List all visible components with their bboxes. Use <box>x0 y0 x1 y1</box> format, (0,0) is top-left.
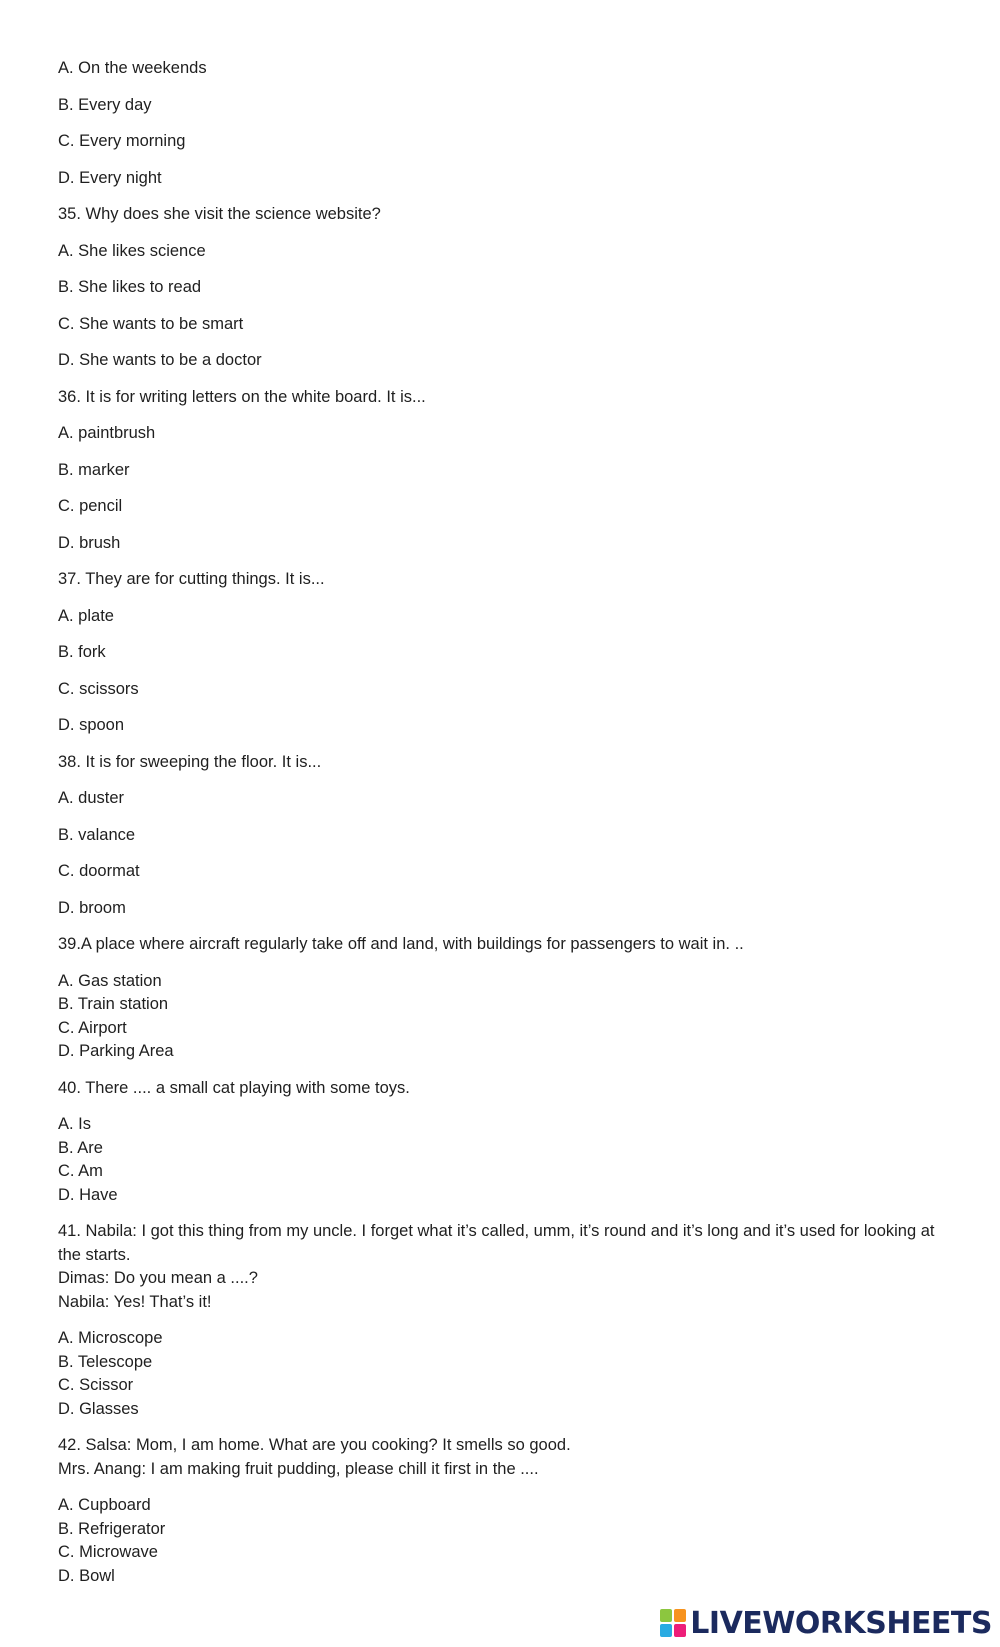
q38-option-c: C. doormat <box>58 862 140 880</box>
q38-option-d: D. broom <box>58 898 126 917</box>
q35-option-d: D. She wants to be a doctor <box>58 351 262 369</box>
q37-option-a: A. plate <box>58 606 114 625</box>
logo-square-3 <box>660 1624 672 1637</box>
q38-question: 38. It is for sweeping the floor. It is... <box>58 752 322 771</box>
liveworksheets-brand: LIVEWORKSHEETS <box>690 1605 992 1641</box>
q42-question-line-1: 42. Salsa: Mom, I am home. What are you cooking? It smells so good. <box>58 1436 571 1454</box>
q40-option-b: B. Are <box>58 1138 103 1157</box>
q42-option-b: B. Refrigerator <box>58 1519 166 1538</box>
q42-question-line-2: Mrs. Anang: I am making fruit pudding, please chill it first in the .... <box>58 1459 539 1478</box>
q42-option-a: A. Cupboard <box>58 1496 151 1514</box>
q36-question: 36. It is for writing letters on the white board. It is... <box>58 387 426 406</box>
q34-option-d: D. Every night <box>58 168 162 187</box>
q39-option-a: A. Gas station <box>58 971 162 990</box>
q36-option-c: C. pencil <box>58 497 123 515</box>
q41-option-a: A. Microscope <box>58 1329 163 1347</box>
q37-option-b: B. fork <box>58 643 106 661</box>
q40-option-a: A. Is <box>58 1115 92 1133</box>
liveworksheets-logo-icon <box>660 1609 686 1637</box>
worksheet-page <box>58 57 958 1588</box>
q41-option-c: C. Scissor <box>58 1376 134 1394</box>
q34-option-b: B. Every day <box>58 95 152 114</box>
q39-option-c: C. Airport <box>58 1018 127 1037</box>
q42-option-c: C. Microwave <box>58 1543 158 1561</box>
q39-option-d: D. Parking Area <box>58 1042 174 1060</box>
q37-question: 37. They are for cutting things. It is... <box>58 570 325 588</box>
logo-square-4 <box>674 1624 686 1637</box>
q36-option-b: B. marker <box>58 460 130 479</box>
q34-option-c: C. Every morning <box>58 132 186 150</box>
q37-option-c: C. scissors <box>58 679 139 698</box>
liveworksheets-logo <box>660 1605 992 1641</box>
q35-option-a: A. She likes science <box>58 241 206 260</box>
q35-question: 35. Why does she visit the science website? <box>58 205 381 223</box>
q41-option-b: B. Telescope <box>58 1352 153 1371</box>
q41-question-line-2: Dimas: Do you mean a ....? <box>58 1269 258 1287</box>
logo-square-1 <box>660 1609 672 1622</box>
q41-question-line-3: Nabila: Yes! That’s it! <box>58 1292 212 1311</box>
q37-option-d: D. spoon <box>58 716 125 734</box>
q35-option-c: C. She wants to be smart <box>58 314 244 333</box>
q35-option-b: B. She likes to read <box>58 278 202 296</box>
q40-option-c: C. Am <box>58 1162 103 1180</box>
q39-option-b: B. Train station <box>58 995 169 1013</box>
q36-option-a: A. paintbrush <box>58 424 156 442</box>
q42-option-d: D. Bowl <box>58 1566 115 1585</box>
q40-question: 40. There .... a small cat playing with some toys. <box>58 1078 410 1097</box>
q40-option-d: D. Have <box>58 1185 118 1204</box>
q38-option-a: A. duster <box>58 789 125 807</box>
q34-option-a: A. On the weekends <box>58 59 207 77</box>
q36-option-d: D. brush <box>58 533 121 552</box>
q41-question-line-1: 41. Nabila: I got this thing from my uncle. I forget what it’s called, umm, it’s round and it’s long and it’s used for looking at the starts. <box>58 1222 935 1264</box>
q39-question: 39.A place where aircraft regularly take off and land, with buildings for passengers to wait in. .. <box>58 935 744 953</box>
logo-square-2 <box>674 1609 686 1622</box>
q41-option-d: D. Glasses <box>58 1399 139 1418</box>
q38-option-b: B. valance <box>58 825 136 844</box>
